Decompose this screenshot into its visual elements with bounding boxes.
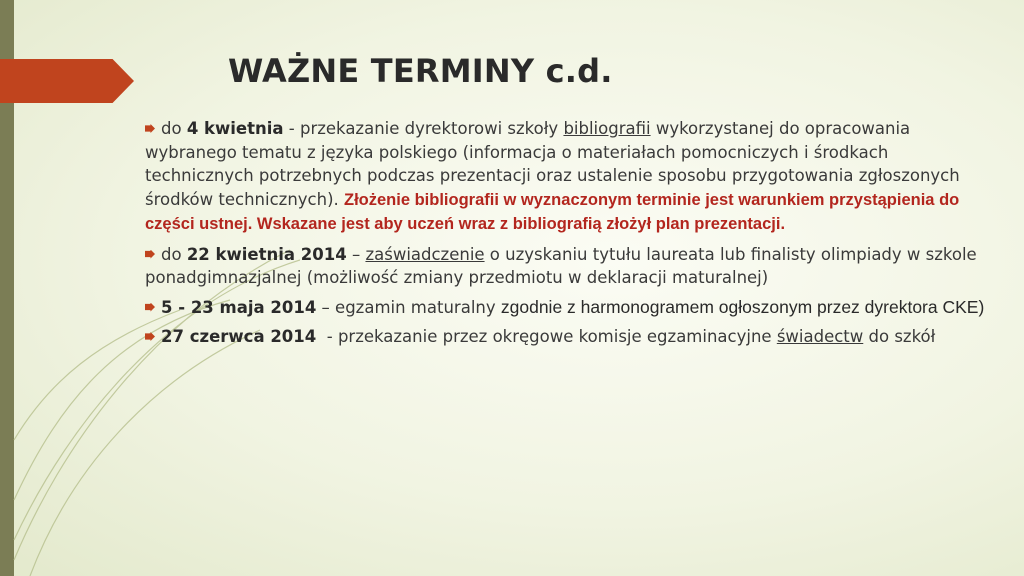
arrow-bullet-icon [145,303,155,312]
date-text: 4 kwietnia [186,119,284,138]
slide-title: WAŻNE TERMINY c.d. [228,52,613,90]
slide-content [145,117,1000,355]
arrow-bullet-icon [145,124,155,133]
date-text: 5 - 23 maja 2014 [161,297,317,317]
date-text: 27 czerwca 2014 [161,327,317,346]
list-item: do 22 kwietnia 2014 – zaświadczenie o uzyskaniu tytułu laureata lub finalisty olimpiady w szkole ponadgimnazjalnej (możliwość zmiany przedmiotu w deklaracji maturalnej) [145,244,977,287]
list-item: do 4 kwietnia - przekazanie dyrektorowi szkoły bibliografii wykorzystanej do opracowania wybranego tematu z języka polskiego (informacja o materiałach pomocniczych i środkach technicznych potrzebnych podczas prezentacji oraz ustalenie sposobu przygotowania zgłoszonych środków technicznych). Złożenie bibliografii w wyznaczonym terminie jest warunkiem przystąpienia do części ustnej. Wskazane jest aby uczeń wraz z bibliografią złożył plan prezentacji. [145,119,960,233]
underlined-term: świadectw [776,327,864,346]
arrow-bullet-icon [145,250,155,259]
date-text: 22 kwietnia 2014 [186,244,347,264]
underlined-term: zaświadczenie [365,244,485,264]
title-arrow-shape [0,59,134,103]
list-item: 27 czerwca 2014 - przekazanie przez okręgowe komisje egzaminacyjne świadectw do szkół [145,325,1000,349]
arrow-bullet-icon [145,332,155,341]
underlined-term: bibliografii [563,119,651,138]
schedule-note: zgodnie z harmonogramem ogłoszonym przez dyrektora CKE) [500,296,985,317]
list-item: 5 - 23 maja 2014 – egzamin maturalny zgodnie z harmonogramem ogłoszonym przez dyrektora CKE) [145,296,1000,320]
important-note: Złożenie bibliografii w wyznaczonym terminie jest warunkiem przystąpienia do części ustnej. Wskazane jest aby uczeń wraz z bibliografią złożył plan prezentacji. [145,190,960,233]
